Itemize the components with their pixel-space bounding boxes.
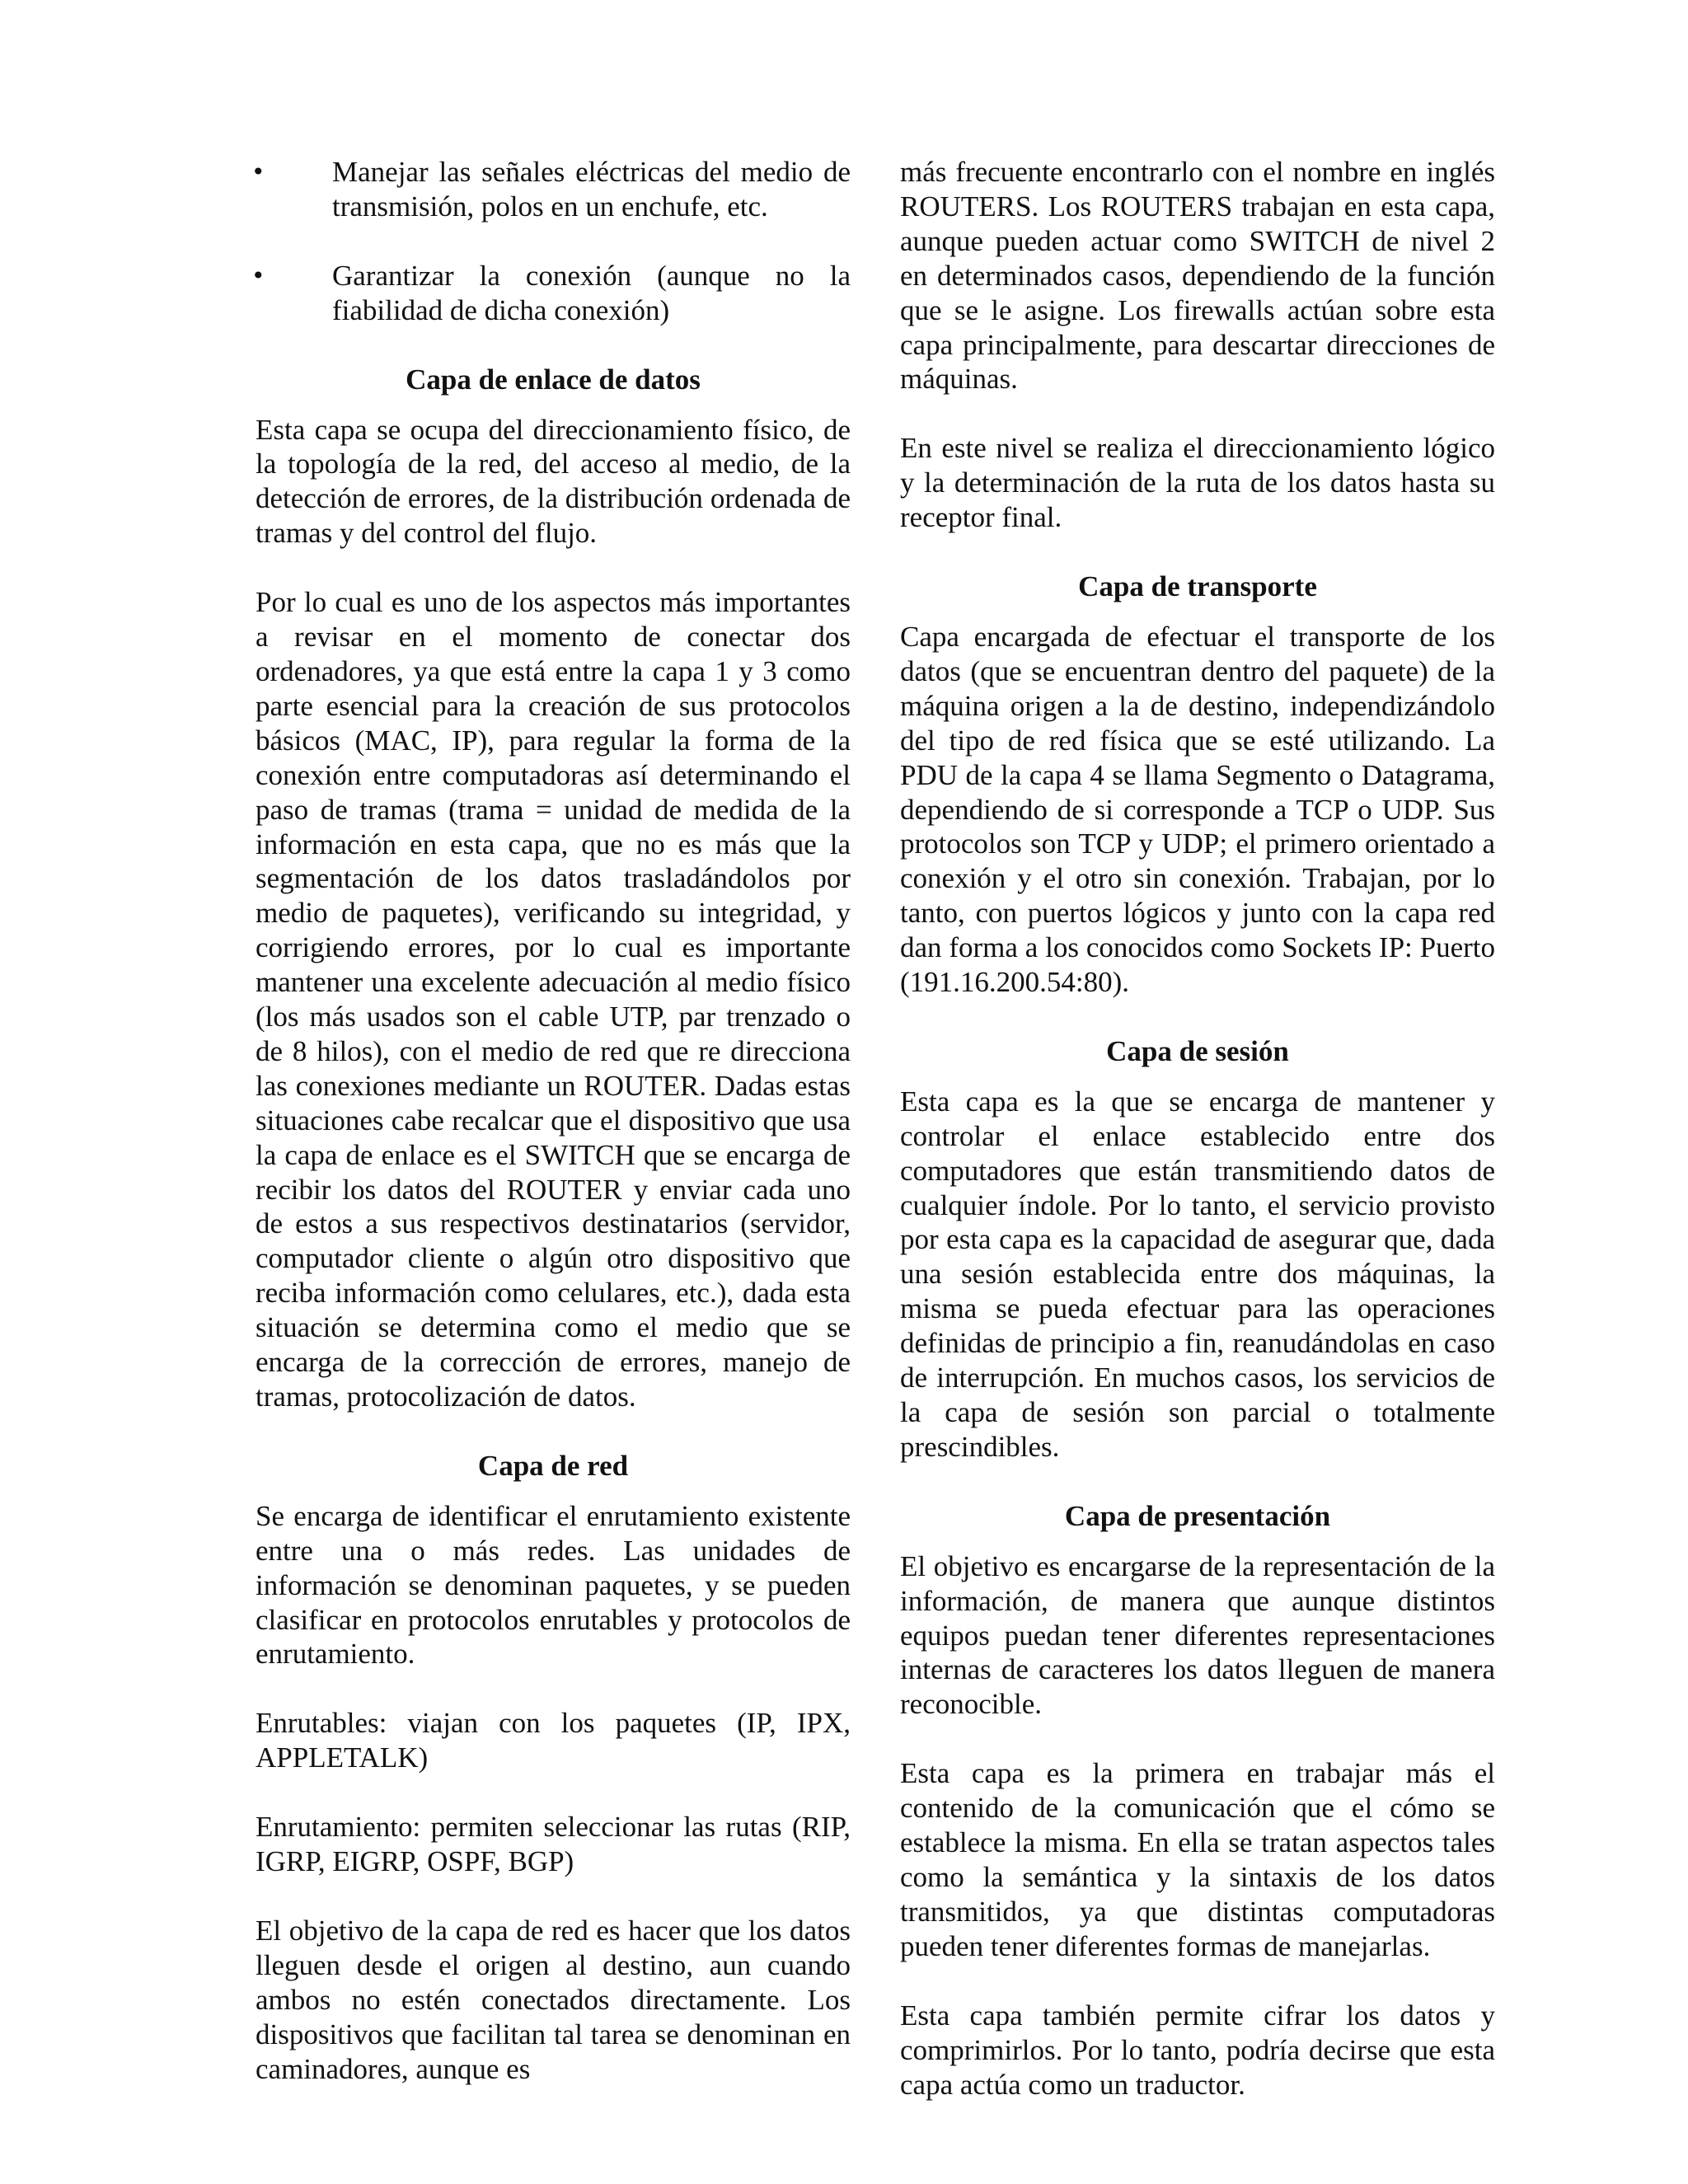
right-column — [900, 155, 1495, 2136]
heading-capa-enlace: Capa de enlace de datos — [406, 363, 701, 396]
bullet-icon: • — [251, 158, 265, 185]
paragraph: Esta capa también permite cifrar los datos y comprimirlos. Por lo tanto, podría decirse que esta capa actúa como un traductor. — [900, 1999, 1495, 2101]
paragraph: Enrutamiento: permiten seleccionar las rutas (RIP, IGRP, EIGRP, OSPF, BGP) — [256, 1811, 851, 1878]
bullet-text: Manejar las señales eléctricas del medio de transmisión, polos en un enchufe, etc. — [332, 156, 851, 223]
paragraph: más frecuente encontrarlo con el nombre en inglés ROUTERS. Los ROUTERS trabajan en esta capa, aunque pueden actuar como SWITCH de nivel 2 en determinados casos, dependiendo de la función que se le asigne. Los firewalls actúan sobre esta capa principalmente, para descartar direcciones de máquinas. — [900, 156, 1495, 396]
paragraph: Capa encargada de efectuar el transporte de los datos (que se encuentran dentro del paquete) de la máquina origen a la de destino, independizándolo del tipo de red física que se esté utilizando. La PDU de la capa 4 se llama Segmento o Datagrama, dependiendo de si corresponde a TCP o UDP. Sus protocolos son TCP y UDP; el primero orientado a conexión y el otro sin conexión. Trabajan, por lo tanto, con puertos lógicos y junto con la capa red dan forma a los conocidos como Sockets IP: Puerto (191.16.200.54:80). — [900, 620, 1495, 999]
heading-capa-presentacion: Capa de presentación — [1064, 1499, 1331, 1532]
paragraph: Por lo cual es uno de los aspectos más importantes a revisar en el momento de conectar dos ordenadores, ya que está entre la capa 1 y 3 como parte esencial para la creación de sus protocolos básicos (MAC, IP), para regular la forma de la conexión entre computadoras así determinando el paso de tramas (trama = unidad de medida de la información en esta capa, que no es más que la segmentación de los datos trasladándolos por medio de paquetes), verificando su integridad, y corrigiendo errores, por lo cual es importante mantener una excelente adecuación al medio físico (los más usados son el cable UTP, par trenzado o de 8 hilos), con el medio de red que re direcciona las conexiones mediante un ROUTER. Dadas estas situaciones cabe recalcar que el dispositivo que usa la capa de enlace es el SWITCH que se encarga de recibir los datos del ROUTER y enviar cada uno de estos a sus respectivos destinatarios (servidor, computador cliente o algún otro dispositivo que reciba información como celulares, etc.), dada esta situación se determina como el medio que se encarga de la corrección de errores, manejo de tramas, protocolización de datos. — [256, 586, 851, 1413]
paragraph: El objetivo de la capa de red es hacer que los datos lleguen desde el origen al destino, aun cuando ambos no estén conectados directamente. Los dispositivos que facilitan tal tarea se denominan en caminadores, aunque es — [256, 1914, 851, 2085]
heading-capa-transporte: Capa de transporte — [1078, 570, 1317, 603]
paragraph: En este nivel se realiza el direccionamiento lógico y la determinación de la ruta de los datos hasta su receptor final. — [900, 432, 1495, 534]
left-column — [251, 155, 851, 2121]
paragraph: El objetivo es encargarse de la representación de la información, de manera que aunque distintos equipos puedan tener diferentes representaciones internas de caracteres los datos lleguen de manera reconocible. — [900, 1549, 1495, 1721]
heading-capa-sesion: Capa de sesión — [1106, 1034, 1289, 1067]
bullet-item — [251, 155, 851, 224]
heading-capa-red: Capa de red — [477, 1449, 629, 1482]
paragraph: Se encarga de identificar el enrutamiento existente entre una o más redes. Las unidades de información se denominan paquetes, y se pueden clasificar en protocolos enrutables y protocolos de enrutamiento. — [256, 1499, 851, 1671]
paragraph: Esta capa se ocupa del direccionamiento físico, de la topología de la red, del acceso al medio, de la detección de errores, de la distribución ordenada de tramas y del control del flujo. — [256, 413, 851, 550]
paragraph: Enrutables: viajan con los paquetes (IP, IPX, APPLETALK) — [256, 1707, 851, 1774]
paragraph: Esta capa es la que se encarga de mantener y controlar el enlace establecido entre dos computadores que están transmitiendo datos de cualquier índole. Por lo tanto, el servicio provisto por esta capa es la capacidad de asegurar que, dada una sesión establecida entre dos máquinas, la misma se pueda efectuar para las operaciones definidas de principio a fin, reanudándolas en caso de interrupción. En muchos casos, los servicios de la capa de sesión son parcial o totalmente prescindibles. — [900, 1085, 1495, 1463]
bullet-text: Garantizar la conexión (aunque no la fiabilidad de dicha conexión) — [332, 259, 851, 326]
paragraph: Esta capa es la primera en trabajar más el contenido de la comunicación que el cómo se establece la misma. En ella se tratan aspectos tales como la semántica y la sintaxis de los datos transmitidos, ya que distintas computadoras pueden tener diferentes formas de manejarlas. — [900, 1757, 1495, 1962]
bullet-icon: • — [251, 261, 265, 289]
bullet-item — [251, 259, 851, 328]
